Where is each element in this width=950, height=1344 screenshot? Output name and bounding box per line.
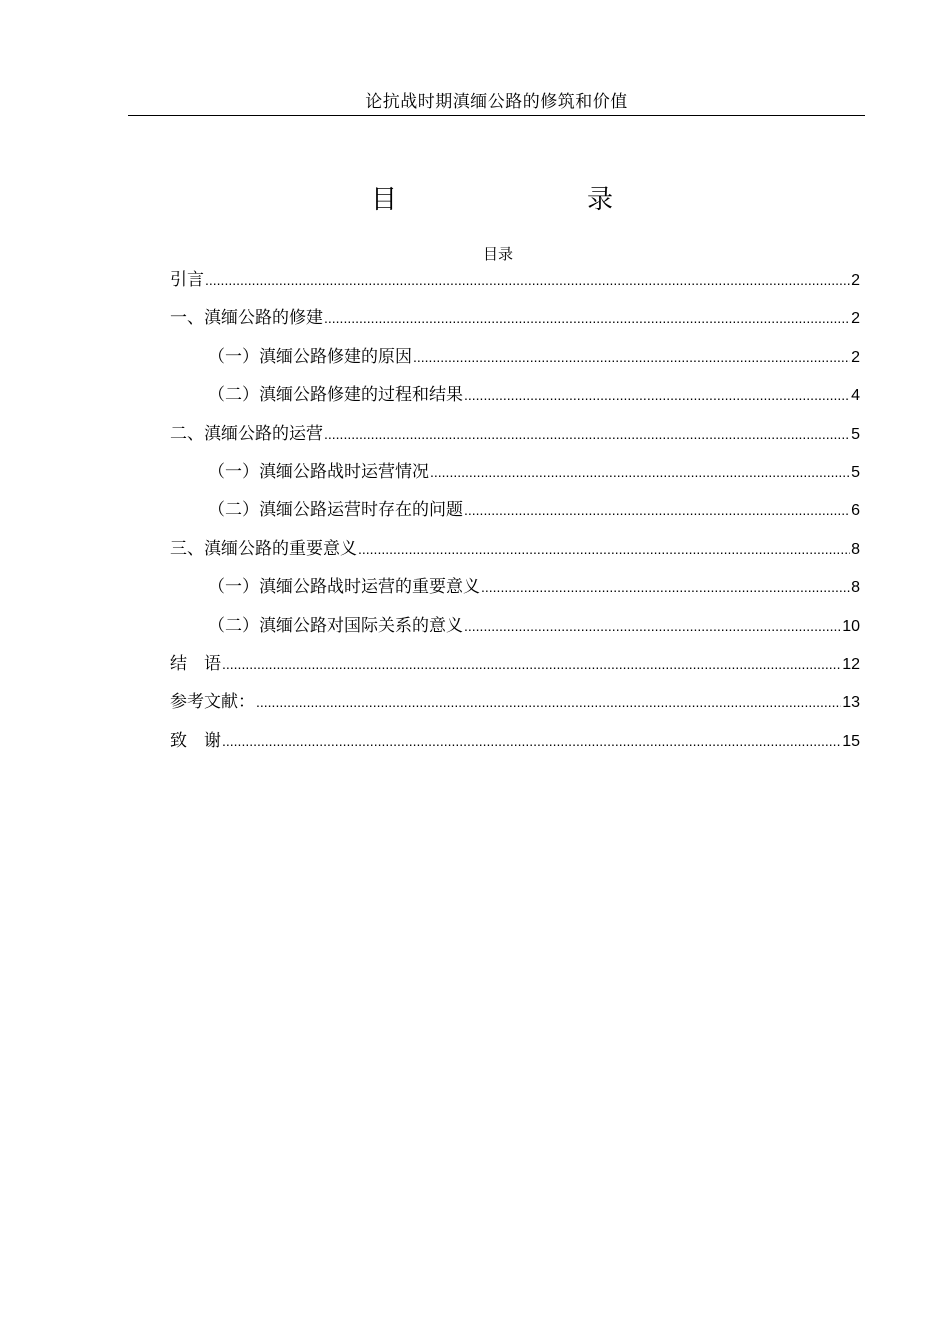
toc-leader-dots (464, 612, 841, 640)
toc-entry[interactable] (170, 535, 860, 573)
running-header: 论抗战时期滇缅公路的修筑和价值 (365, 92, 628, 112)
toc-entry-page: 2 (851, 310, 860, 328)
toc-entry-page: 8 (851, 540, 860, 558)
toc-entry-title: 三、滇缅公路的重要意义 (170, 538, 357, 559)
toc-entry-title: （二）滇缅公路运营时存在的问题 (208, 500, 463, 521)
toc-entry-title: 参考文献： (170, 692, 255, 713)
toc-entry[interactable] (170, 381, 860, 419)
toc-leader-dots (464, 381, 850, 409)
header-rule (128, 115, 865, 116)
toc-entry-page: 2 (851, 348, 860, 366)
toc-entry-title: 致 谢 (170, 730, 221, 751)
toc-entry-page: 5 (851, 425, 860, 443)
toc-entry-page: 10 (842, 617, 860, 635)
toc-entry[interactable] (170, 688, 860, 726)
toc-heading: 目 录 (370, 185, 659, 215)
toc-entry-page: 6 (851, 502, 860, 520)
toc-entry-title: 一、滇缅公路的修建 (170, 308, 323, 329)
toc-leader-dots (205, 266, 850, 294)
toc-entry[interactable] (170, 727, 860, 765)
toc-entry-title: 结 语 (170, 653, 221, 674)
toc-entry[interactable] (170, 573, 860, 611)
toc-leader-dots (430, 458, 850, 486)
toc-entry[interactable] (170, 266, 860, 304)
toc-entry-title: （一）滇缅公路战时运营的重要意义 (208, 577, 480, 598)
toc-entry[interactable] (170, 304, 860, 342)
toc-leader-dots (222, 727, 841, 755)
toc-entry-page: 13 (842, 694, 860, 712)
toc-entry-page: 5 (851, 463, 860, 481)
table-of-contents (170, 266, 860, 765)
toc-entry[interactable] (170, 343, 860, 381)
toc-leader-dots (464, 496, 850, 524)
toc-leader-dots (413, 343, 850, 371)
toc-subheading: 目录 (482, 245, 513, 263)
toc-entry-title: 引言 (170, 270, 204, 290)
toc-leader-dots (324, 420, 850, 448)
toc-leader-dots (358, 535, 850, 563)
toc-entry-page: 2 (851, 272, 860, 289)
toc-entry-title: （二）滇缅公路对国际关系的意义 (208, 615, 463, 636)
toc-entry[interactable] (170, 612, 860, 650)
toc-entry-page: 4 (851, 387, 860, 405)
toc-entry-title: （一）滇缅公路战时运营情况 (208, 461, 429, 482)
toc-leader-dots (222, 650, 841, 678)
toc-entry[interactable] (170, 496, 860, 534)
toc-entry[interactable] (170, 458, 860, 496)
toc-entry[interactable] (170, 650, 860, 688)
toc-entry-title: 二、滇缅公路的运营 (170, 423, 323, 444)
toc-entry-title: （一）滇缅公路修建的原因 (208, 346, 412, 367)
toc-entry-page: 8 (851, 579, 860, 597)
toc-leader-dots (256, 688, 841, 716)
toc-leader-dots (324, 304, 850, 332)
toc-entry-title: （二）滇缅公路修建的过程和结果 (208, 385, 463, 406)
toc-leader-dots (481, 573, 850, 601)
toc-entry-page: 12 (842, 655, 860, 673)
toc-entry[interactable] (170, 420, 860, 458)
toc-entry-page: 15 (842, 732, 860, 750)
